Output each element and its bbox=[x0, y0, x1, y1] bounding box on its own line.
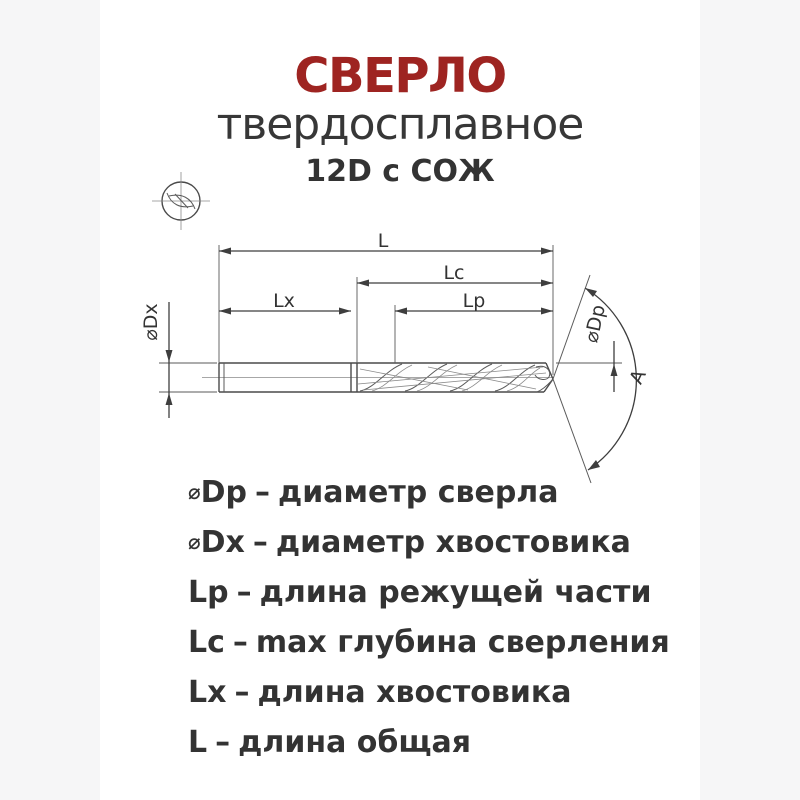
legend-description: max глубина сверления bbox=[255, 625, 670, 660]
legend-symbol: Lp bbox=[188, 575, 229, 610]
legend-description: диаметр сверла bbox=[278, 475, 559, 510]
legend-item-l bbox=[188, 718, 668, 768]
legend-separator: – bbox=[236, 575, 252, 610]
dimension-shank-diameter bbox=[140, 302, 173, 418]
legend-item-lx bbox=[188, 668, 668, 718]
legend-description: длина хвостовика bbox=[257, 675, 572, 710]
dim-label-max-depth: Lc bbox=[443, 262, 465, 284]
legend-separator: – bbox=[234, 675, 250, 710]
dim-label-cutting-length: Lp bbox=[462, 290, 486, 312]
legend-symbol: ⌀Dp bbox=[188, 475, 248, 510]
legend-description: длина режущей части bbox=[259, 575, 652, 610]
subtitle: твердосплавное bbox=[216, 99, 584, 150]
legend-item-lc bbox=[188, 618, 668, 668]
dim-label-total-length: L bbox=[377, 230, 389, 252]
legend-symbol: Lx bbox=[188, 675, 227, 710]
legend-separator: – bbox=[215, 725, 231, 760]
legend-separator: – bbox=[232, 625, 248, 660]
dim-label-shank-diameter: ⌀Dx bbox=[140, 303, 162, 341]
dimension-drill-diameter bbox=[556, 303, 622, 392]
legend-item-lp bbox=[188, 568, 668, 618]
legend-symbol: Lc bbox=[188, 625, 225, 660]
legend-separator: – bbox=[252, 525, 268, 560]
diameter-sign: ⌀ bbox=[188, 479, 201, 504]
legend-item-dp bbox=[188, 468, 668, 518]
drill-end-view-icon bbox=[152, 172, 210, 230]
legend-description: длина общая bbox=[238, 725, 471, 760]
dimension-max-depth bbox=[357, 262, 553, 287]
dim-label-shank-length: Lx bbox=[273, 290, 295, 312]
legend-description: диаметр хвостовика bbox=[275, 525, 631, 560]
dimension-total-length bbox=[219, 230, 553, 255]
legend-item-dx bbox=[188, 518, 668, 568]
dimension-cutting-length bbox=[395, 290, 553, 315]
legend-separator: – bbox=[255, 475, 271, 510]
dim-label-drill-diameter: ⌀Dp bbox=[580, 302, 610, 345]
legend-symbol: L bbox=[188, 725, 208, 760]
diameter-sign: ⌀ bbox=[188, 529, 201, 554]
dimension-shank-length bbox=[219, 290, 351, 315]
dim-label-point-angle: A bbox=[625, 366, 651, 388]
legend bbox=[188, 468, 668, 768]
legend-symbol: ⌀Dx bbox=[188, 525, 245, 560]
page-title: СВЕРЛО bbox=[294, 48, 506, 104]
variant-label: 12D с СОЖ bbox=[305, 154, 495, 189]
